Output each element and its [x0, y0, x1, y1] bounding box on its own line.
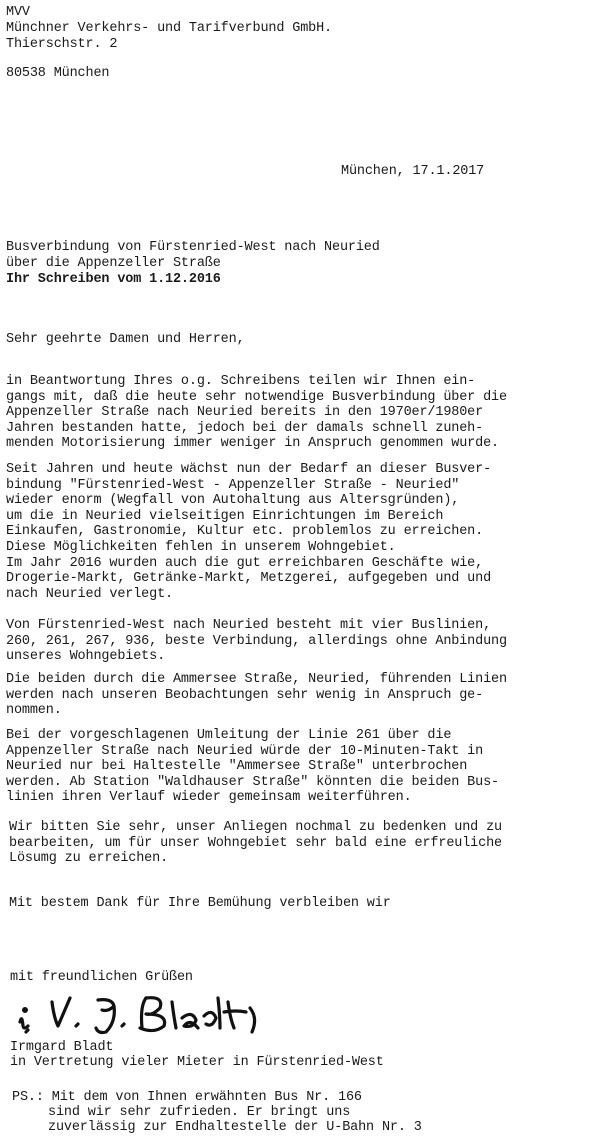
- salutation: Sehr geehrte Damen und Herren,: [6, 332, 245, 347]
- subject-line-1: Busverbindung von Fürstenried-West nach Neuried: [6, 240, 380, 255]
- paragraph-1: in Beantwortung Ihres o.g. Schreibens teilen wir Ihnen ein- gangs mit, daß die heute sehr notwendige Busverbindung über die Appenzeller Straße nach Neuried bereits in den 1970er/1980er Jahren bestanden hatte, jedoch bei der damals schnell zuneh- menden Motorisierung immer weniger in Anspruch genommen wurde.: [6, 374, 507, 452]
- handwritten-signature: [14, 988, 274, 1038]
- paragraph-4: Die beiden durch die Ammersee Straße, Neuried, führenden Linien werden nach unseren Beobachtungen sehr wenig in Anspruch ge- nommen.: [6, 672, 507, 719]
- signer-role: in Vertretung vieler Mieter in Fürstenried-West: [10, 1055, 384, 1070]
- thanks-line: Mit bestem Dank für Ihre Bemühung verbleiben wir: [9, 896, 391, 911]
- sender-line-1: MVV: [6, 5, 30, 20]
- paragraph-2: Seit Jahren und heute wächst nun der Bedarf an dieser Busver- bindung "Fürstenried-West - Appenzeller Straße - Neuried" wieder enorm (Wegfall von Autohaltung aus Altersgründen), um die in Neuried vielseitigen Einrichtungen im Bereich Einkaufen, Gastronomie, Kultur etc. problemlos zu erreichen. Diese Möglichkeiten fehlen in unserem Wohngebiet. Im Jahr 2016 wurden auch die gut erreichbaren Geschäfte wie, Drogerie-Markt, Getränke-Markt, Metzgerei, aufgegeben und und nach Neuried verlegt.: [6, 462, 492, 602]
- signature-drawing: [14, 988, 274, 1038]
- postscript-line-3: zuverlässig zur Endhaltestelle der U-Bahn Nr. 3: [48, 1120, 422, 1135]
- sender-city: 80538 München: [6, 66, 110, 81]
- postscript-line-2: sind wir sehr zufrieden. Er bringt uns: [48, 1105, 351, 1120]
- subject-line-2: über die Appenzeller Straße: [6, 256, 221, 271]
- closing-line: mit freundlichen Grüßen: [10, 970, 193, 985]
- paragraph-5: Bei der vorgeschlagenen Umleitung der Linie 261 über die Appenzeller Straße nach Neuried würde der 10-Minuten-Takt in Neuried nur bei Haltestelle "Ammersee Straße" unterbrochen werden. Ab Station "Waldhauser Straße" könnten die beiden Bus- linien ihren Verlauf wieder gemeinsam weiterführen.: [6, 728, 499, 806]
- letter-date: München, 17.1.2017: [341, 164, 485, 179]
- sender-line-3: Thierschstr. 2: [6, 37, 118, 52]
- postscript-line-1: PS.: Mit dem von Ihnen erwähnten Bus Nr. 166: [12, 1090, 362, 1105]
- paragraph-3: Von Fürstenried-West nach Neuried besteht mit vier Buslinien, 260, 261, 267, 936, beste Verbindung, allerdings ohne Anbindung unseres Wohngebiets.: [6, 618, 507, 665]
- subject-line-3: Ihr Schreiben vom 1.12.2016: [6, 272, 221, 287]
- signer-name: Irmgard Bladt: [10, 1040, 114, 1055]
- paragraph-6: Wir bitten Sie sehr, unser Anliegen nochmal zu bedenken und zu bearbeiten, um für unser Wohngebiet sehr bald eine erfreuliche Lösumg zu erreichen.: [9, 820, 502, 867]
- sender-line-2: Münchner Verkehrs- und Tarifverbund GmbH.: [6, 21, 333, 36]
